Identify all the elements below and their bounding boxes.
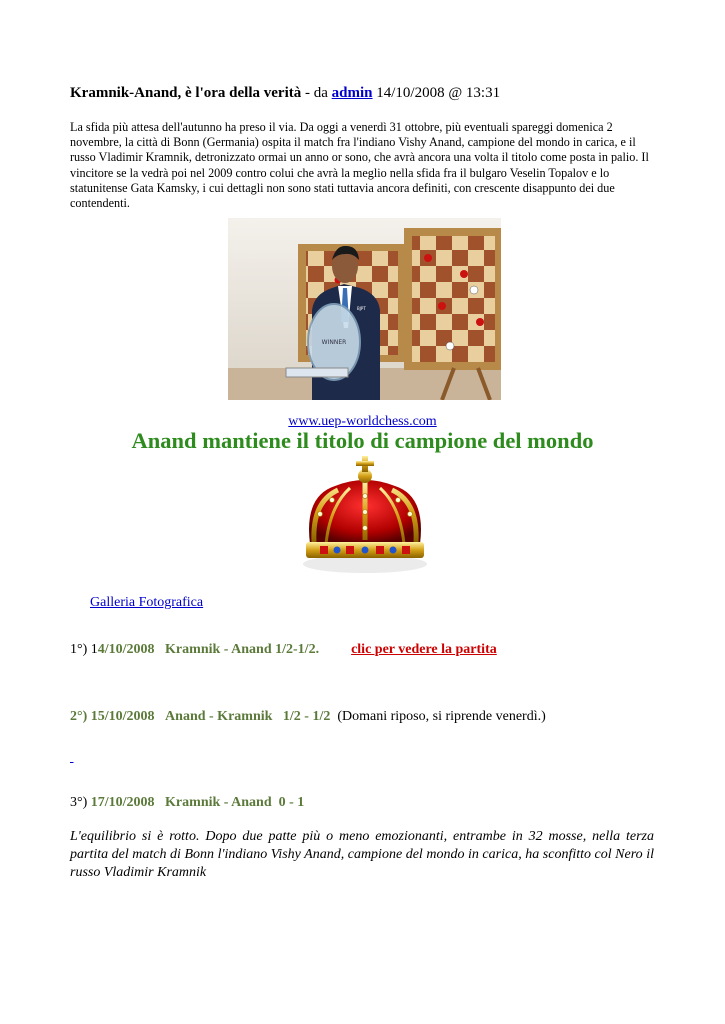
game-1-line — [70, 642, 497, 658]
game-2-line — [70, 709, 546, 725]
crown-icon — [290, 456, 440, 576]
game-1-date-prefix: 1 — [90, 642, 98, 657]
page-title: Anand mantiene il titolo di campione del mondo — [131, 428, 594, 453]
game-1-date: 4/10/2008 — [97, 642, 155, 657]
game-2-note: (Domani riposo, si riprende venerdì.) — [337, 709, 546, 724]
header-separator: - da — [301, 85, 332, 101]
svg-text:WINNER: WINNER — [321, 339, 347, 346]
empty-link[interactable] — [70, 750, 74, 766]
intro-paragraph: La sfida più attesa dell'autunno ha preso il via. Da oggi a venerdì 31 ottobre, più eventuali spareggi domenica 2 novembre, la città di Bonn (Germania) ospita il match fra l'indiano Vishy Anand, campione del mondo in carica, e il russo Vladimir Kramnik, detronizzato ormai un anno or sono, che avrà ancora una volta il titolo come posta in palio. Il vincitore se la vedrà poi nel 2009 contro colui che avrà la meglio nella sfida fra il bulgaro Veselin Topalov e lo statunitense Gata Kamsky, i cui dettagli non sono stati tuttavia ancora definiti, con crescente disappunto dei due contendenti. — [70, 120, 649, 211]
article-header — [70, 85, 500, 102]
view-game-link[interactable]: clic per vedere la partita — [351, 642, 497, 657]
author-link[interactable]: admin — [331, 85, 373, 101]
game-1-number: 1°) — [70, 642, 91, 657]
anand-photo — [228, 218, 501, 400]
game-3-result: Kramnik - Anand 0 - 1 — [165, 795, 305, 810]
game-1-result: Kramnik - Anand 1/2-1/2. — [165, 642, 320, 657]
svg-text:BJPT: BJPT — [357, 306, 366, 311]
article-headline: Kramnik-Anand, è l'ora della verità — [70, 85, 302, 101]
game-3-date: 17/10/2008 — [90, 795, 155, 810]
photo-gallery-link[interactable]: Galleria Fotografica — [90, 595, 204, 610]
photo-source-link[interactable]: www.uep-worldchess.com — [288, 414, 437, 429]
game-3-commentary: L'equilibrio si è rotto. Dopo due patte più o meno emozionanti, entrambe in 32 mosse, nella terza partita del match di Bonn l'indiano Vishy Anand, campione del mondo in carica, ha sconfitto col Nero il russo Vladimir Kramnik — [70, 829, 654, 880]
article-datetime: 14/10/2008 @ 13:31 — [372, 85, 501, 101]
game-2-date: 2°) 15/10/2008 — [70, 709, 155, 724]
game-2-result: Anand - Kramnik 1/2 - 1/2 — [165, 709, 331, 724]
game-3-line — [70, 795, 304, 811]
game-3-number: 3°) — [70, 795, 91, 810]
